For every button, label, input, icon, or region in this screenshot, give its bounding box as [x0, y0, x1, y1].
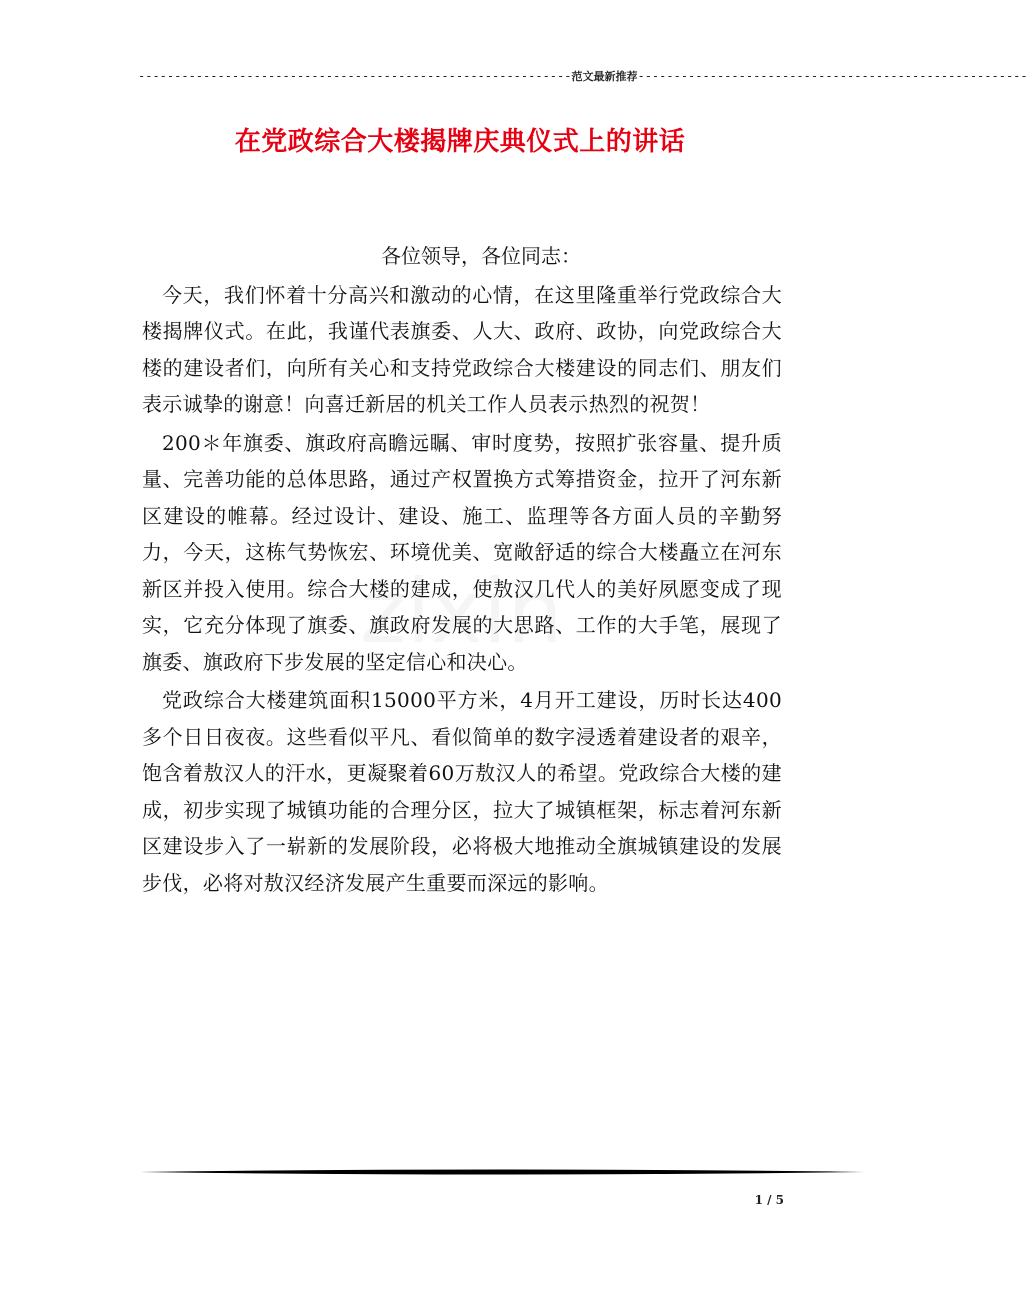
header-dashes-left: ------------------------------------------------------------ [138, 69, 572, 83]
header-dashes-right: ------------------------------------------------------ [637, 69, 1028, 83]
header-label: 范文最新推荐 [571, 70, 638, 83]
document-body [142, 238, 782, 901]
document-title: 在党政综合大楼揭牌庆典仪式上的讲话 [234, 127, 686, 157]
page-number: 1 / 5 [754, 1193, 784, 1207]
page-header [138, 68, 1028, 85]
paragraph-2: 200＊年旗委、旗政府高瞻远瞩、审时度势，按照扩张容量、提升质量、完善功能的总体思路，通过产权置换方式筹措资金，拉开了河东新区建设的帷幕。经过设计、建设、施工、监理等各方面人员的辛勤努力，今天，这栋气势恢宏、环境优美、宽敞舒适的综合大楼矗立在河东新区并投入使用。综合大楼的建成，使敖汉几代人的美好夙愿变成了现实，它充分体现了旗委、旗政府发展的大思路、工作的大手笔，展现了旗委、旗政府下步发展的坚定信心和决心。 [142, 430, 782, 674]
salutation: 各位领导，各位同志： [381, 244, 581, 268]
paragraph-1: 今天，我们怀着十分高兴和激动的心情，在这里隆重举行党政综合大楼揭牌仪式。在此，我谨代表旗委、人大、政府、政协，向党政综合大楼的建设者们，向所有关心和支持党政综合大楼建设的同志们、朋友们表示诚挚的谢意！向喜迁新居的机关工作人员表示热烈的祝贺！ [142, 282, 782, 416]
footer-rule [140, 1168, 864, 1176]
paragraph-3: 党政综合大楼建筑面积15000平方米，4月开工建设，历时长达400多个日日夜夜。这些看似平凡、看似简单的数字浸透着建设者的艰辛，饱含着敖汉人的汗水，更凝聚着60万敖汉人的希望。党政综合大楼的建成，初步实现了城镇功能的合理分区，拉大了城镇框架，标志着河东新区建设步入了一崭新的发展阶段，必将极大地推动全旗城镇建设的发展步伐，必将对敖汉经济发展产生重要而深远的影响。 [142, 688, 782, 895]
